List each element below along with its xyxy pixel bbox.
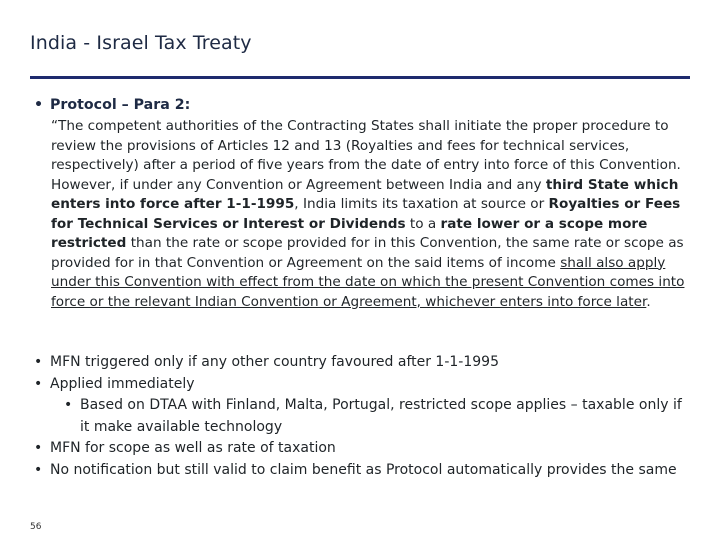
bullet-dot: • bbox=[34, 354, 43, 370]
bullet-dot: • bbox=[34, 440, 43, 456]
quote-text-1: “The competent authorities of the Contracting States shall initiate the proper procedure to review the provisions of Articles 12 and 13 (Royalties and fees for technical services, respectively) after a period of five years from the date of entry into force of this Convention. However, if under any Convention or Agreement between India and any bbox=[51, 118, 681, 193]
bullet-dot: • bbox=[64, 397, 73, 413]
list-item-text: Based on DTAA with Finland, Malta, Portugal, restricted scope applies – taxable only if it make available technology bbox=[80, 397, 682, 435]
title-divider bbox=[30, 76, 690, 79]
quote-bold-royalties: Royalties or Fees for Technical Services or Interest or Dividends bbox=[51, 196, 681, 232]
list-item-text: MFN triggered only if any other country favoured after 1-1-1995 bbox=[50, 354, 499, 370]
list-item bbox=[34, 460, 694, 482]
list-item-text: Applied immediately bbox=[50, 375, 195, 392]
quote-text-3: to a bbox=[405, 215, 441, 232]
page-number: 56 bbox=[30, 522, 42, 532]
quote-text-4: than the rate or scope provided for in this Convention, the same rate or scope as provided for in that Convention or Agreement on the said items of income bbox=[51, 235, 684, 271]
quote-text-2: , India limits its taxation at source or bbox=[294, 196, 549, 212]
bullet-dot: • bbox=[34, 97, 44, 113]
bullet-dot: • bbox=[34, 375, 43, 392]
sub-list-item bbox=[34, 395, 694, 438]
protocol-heading bbox=[34, 95, 190, 115]
slide-title: India - Israel Tax Treaty bbox=[30, 32, 252, 54]
protocol-quote bbox=[51, 117, 691, 312]
quote-bold-third-state: third State which enters into force after 1-1-1995 bbox=[51, 176, 679, 212]
list-item bbox=[34, 374, 694, 396]
quote-bold-rate-lower: rate lower or a scope more restricted bbox=[51, 215, 648, 251]
mfn-bullet-list bbox=[34, 352, 694, 481]
list-item bbox=[34, 438, 694, 460]
protocol-heading-text: Protocol – Para 2: bbox=[50, 97, 191, 113]
quote-underlined-clause: shall also apply under this Convention with effect from the date on which the present Convention comes into force or the relevant Indian Convention or Agreement, whichever enters into force later bbox=[51, 254, 685, 310]
list-item-text: No notification but still valid to claim benefit as Protocol automatically provides the same bbox=[50, 461, 677, 478]
quote-text-5: . bbox=[646, 293, 651, 310]
list-item-text: MFN for scope as well as rate of taxation bbox=[50, 440, 336, 456]
list-item bbox=[34, 352, 694, 374]
bullet-dot: • bbox=[34, 461, 43, 478]
